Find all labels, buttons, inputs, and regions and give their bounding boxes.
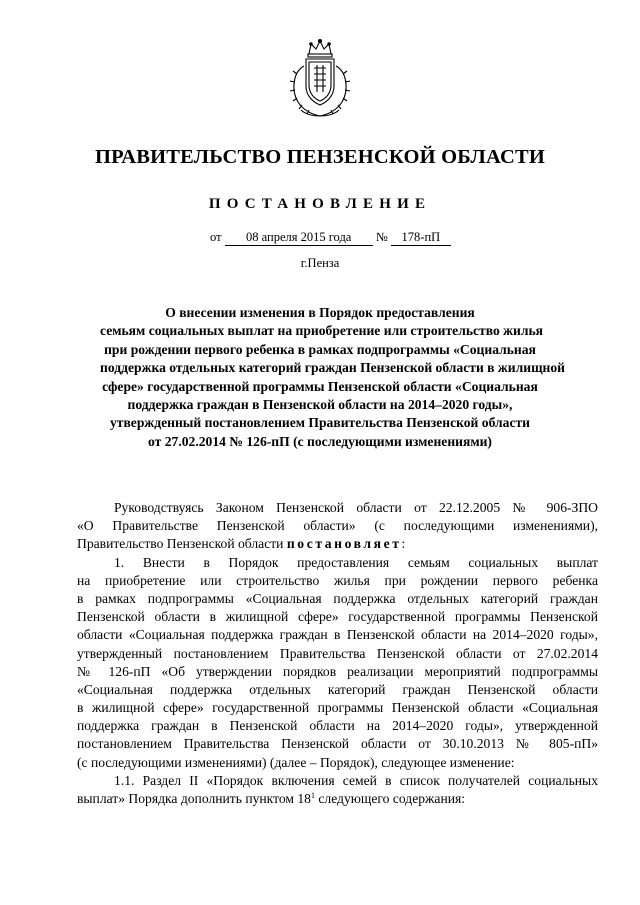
item-1-line: (с последующими изменениями) (далее – Порядок), следующее изменение: [77,754,515,770]
heading-line: семьям социальных выплат на приобретение или строительство жилья [100,323,544,339]
date-number-line [210,230,451,246]
heading-line: поддержка отдельных категорий граждан Пензенской области в жилищной [100,360,566,376]
pensa-coat-of-arms-icon [287,38,353,120]
number-sign: № [375,230,388,244]
item-1-line: № 126-пП «Об утверждении порядков реализации мероприятий подпрограммы [77,663,598,679]
document-number: 178-пП [391,230,451,246]
heading-line: О внесении изменения в Порядок предоставления [165,305,475,320]
item-1-line: 1. Внести в Порядок предоставления семьям социальных выплат [114,554,598,570]
item-1-line: в жилищной сфере» государственной программы Пензенской области «Социальная [77,700,598,716]
item-1-1-line: 1.1. Раздел II «Порядок включения семей в список получателей социальных [114,772,598,788]
item-1-1-prefix: выплат» Порядка дополнить пунктом 18 [77,791,311,806]
resolution-verb: постановляет [286,536,402,552]
document-body [77,499,598,808]
date-prefix: от [210,230,222,244]
heading-line: поддержка граждан в Пензенской области на 2014–2020 годы», [127,397,513,413]
item-1-line: на приобретение или строительство жилья при рождении первого ребенка [77,572,598,588]
heading-line: при рождении первого ребенка в рамках подпрограммы «Социальная [104,341,536,357]
item-1-1-suffix: следующего содержания: [314,791,466,806]
government-name: ПРАВИТЕЛЬСТВО ПЕНЗЕНСКОЙ ОБЛАСТИ [95,146,545,168]
item-1-line: области «Социальная поддержка граждан в Пензенской области на 2014–2020 годы», [77,627,598,643]
city: г.Пенза [300,256,340,270]
heading-line: от 27.02.2014 № 126-пП (с последующими изменениями) [148,433,492,449]
item-1-line: в рамках подпрограммы «Социальная поддержка отдельных категорий граждан [77,590,598,606]
item-1-1-line-2 [77,790,598,808]
body-line-resolution [77,535,598,553]
superscript-number: 1 [310,791,315,800]
item-1-line: постановлением Правительства Пензенской области от 30.10.2013 № 805-пП» [77,736,598,752]
item-1-line: поддержка граждан в Пензенской области на 2014–2020 годы», утвержденной [77,718,598,734]
item-1-line: Пензенской области в жилищной сфере» государственной программы Пензенской [77,609,598,625]
document-type: ПОСТАНОВЛЕНИЕ [208,196,432,212]
heading-line: утвержденный постановлением Правительства Пензенской области [109,415,531,431]
item-1-line: утвержденный постановлением Правительства Пензенской области от 27.02.2014 [77,645,598,661]
heading-line: сфере» государственной программы Пензенской области «Социальная [102,378,538,394]
body-line: Руководствуясь Законом Пензенской области от 22.12.2005 № 906-ЗПО [114,500,598,515]
resolution-colon: : [401,536,406,552]
item-1-line: «Социальная поддержка отдельных категорий граждан Пензенской области [77,681,598,697]
body-line: «О Правительстве Пензенской области» (с последующими изменениями), [77,518,598,534]
document-heading [100,304,566,451]
document-date: 08 апреля 2015 года [225,230,373,246]
resolution-prefix: Правительство Пензенской области [77,536,284,552]
